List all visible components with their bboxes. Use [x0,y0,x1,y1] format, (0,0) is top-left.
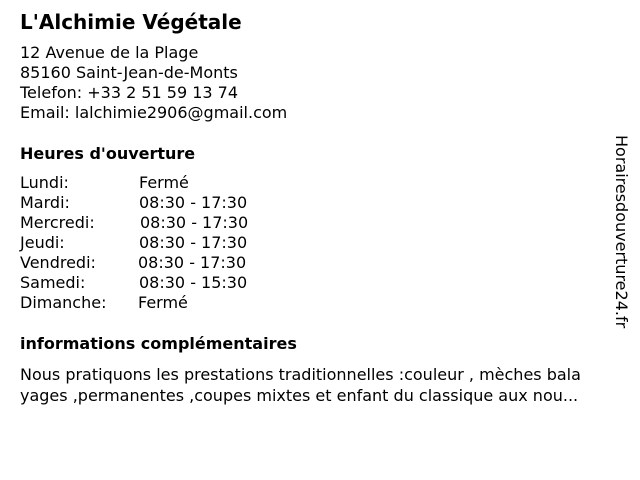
time-value: 08:30 - 17:30 [139,233,248,252]
info-description [20,364,632,406]
day-label: Dimanche: [20,293,107,312]
day-label: Lundi: [20,173,69,192]
day-label: Samedi: [20,273,86,292]
address-street: 12 Avenue de la Plage [20,43,199,62]
site-watermark: Horairesdouverture24.fr [612,135,631,329]
description-line: Nous pratiquons les prestations traditionnelles :couleur , mèches bala [20,365,581,384]
time-value: 08:30 - 17:30 [138,253,247,272]
email-address: Email: lalchimie2906@gmail.com [20,103,288,122]
contact-block [20,43,287,123]
time-value: Fermé [138,293,188,312]
time-value: 08:30 - 17:30 [140,213,249,232]
info-heading: informations complémentaires [20,334,297,353]
business-name: L'Alchimie Végétale [20,10,242,34]
phone-number: Telefon: +33 2 51 59 13 74 [20,83,239,102]
address-city: 85160 Saint-Jean-de-Monts [20,63,238,82]
time-value: 08:30 - 15:30 [139,273,248,292]
day-label: Vendredi: [20,253,96,272]
description-line: yages ,permanentes ,coupes mixtes et enfant du classique aux nou... [20,386,579,405]
time-value: 08:30 - 17:30 [139,193,248,212]
day-label: Jeudi: [20,233,65,252]
day-label: Mercredi: [20,213,95,232]
day-label: Mardi: [20,193,70,212]
time-value: Fermé [139,173,189,192]
hours-heading: Heures d'ouverture [20,144,196,163]
